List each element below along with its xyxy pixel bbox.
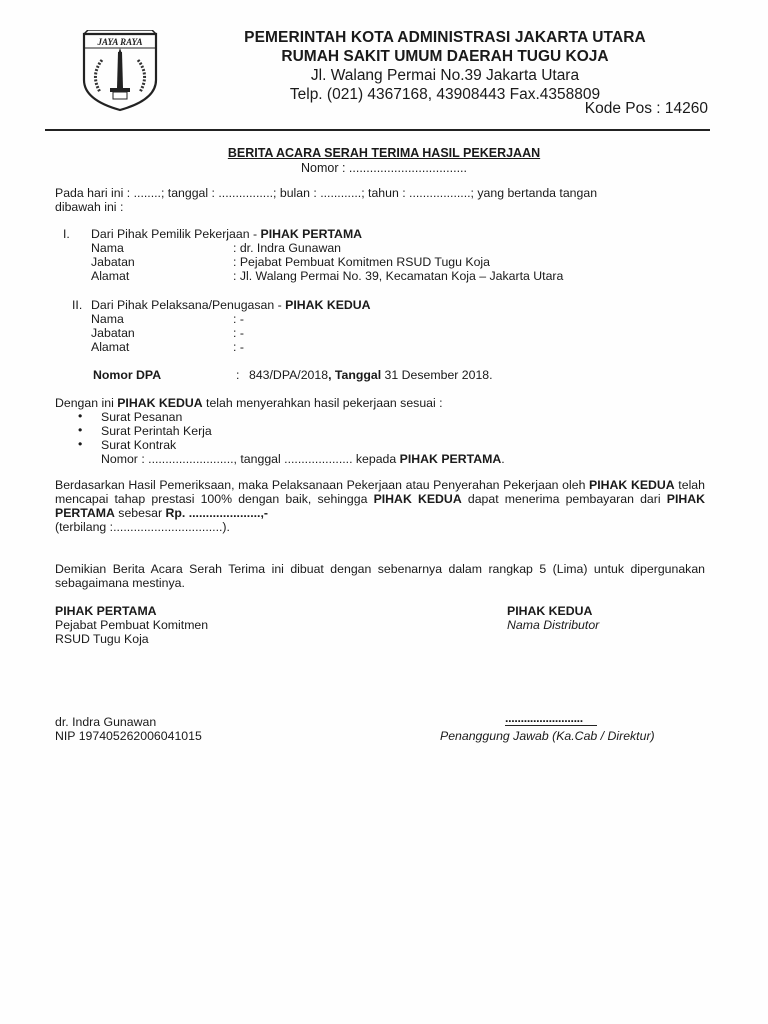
pihak-kedua-heading [91, 298, 371, 312]
inspection-text: Berdasarkan Hasil Pemeriksaan, maka Pelaksanaan Pekerjaan atau Penyerahan Pekerjaan oleh [55, 478, 590, 492]
signature-underline [505, 725, 597, 726]
nomor-dpa-label: Nomor DPA [93, 368, 162, 382]
letterhead [175, 28, 715, 104]
field-label-jabatan: Jabatan [91, 326, 135, 340]
heading-prefix: Dari Pihak Pelaksana/Penugasan - [91, 298, 286, 312]
field-label-alamat: Alamat [91, 340, 130, 354]
field-value-jabatan: : - [233, 326, 244, 340]
field-value-nama: : - [233, 312, 244, 326]
field-value-jabatan: : Pejabat Pembuat Komitmen RSUD Tugu Koja [233, 255, 490, 269]
inspection-text: telah mencapai tahap prestasi 100% dengan baik, sehingga [55, 478, 705, 506]
heading-bold: PIHAK KEDUA [285, 298, 371, 312]
svg-text:JAYA RAYA: JAYA RAYA [97, 37, 143, 47]
field-label-nama: Nama [91, 312, 124, 326]
nomor-dpa-value [249, 368, 493, 382]
letterhead-divider [45, 129, 710, 131]
handover-item: Surat Pesanan [101, 410, 183, 424]
contract-number-line [101, 452, 505, 466]
signature-right-name-placeholder: ......................... [505, 711, 583, 725]
contract-bold: PIHAK PERTAMA [399, 452, 502, 466]
inspection-bold: PIHAK KEDUA [589, 478, 675, 492]
field-value-nama: : dr. Indra Gunawan [233, 241, 342, 255]
heading-bold: PIHAK PERTAMA [260, 227, 363, 241]
dpa-number: 843/DPA/2018 [249, 368, 329, 382]
intro-suffix: telah menyerahkan hasil pekerjaan sesuai : [202, 396, 443, 410]
payment-amount: Rp. .....................,- [165, 506, 268, 520]
field-label-nama: Nama [91, 241, 124, 255]
bullet-icon: • [78, 409, 83, 423]
handover-item: Surat Kontrak [101, 438, 177, 452]
signature-right-position: Penanggung Jawab (Ka.Cab / Direktur) [440, 729, 655, 743]
opening-line-2: dibawah ini : [55, 200, 124, 214]
signature-left-name: dr. Indra Gunawan [55, 715, 157, 729]
inspection-bold: PIHAK KEDUA [373, 492, 462, 506]
signature-left-institution: RSUD Tugu Koja [55, 632, 149, 646]
section-numeral-1: I. [63, 227, 70, 241]
nomor-dpa-colon: : [236, 368, 240, 382]
handover-item: Surat Perintah Kerja [101, 424, 212, 438]
signature-left-nip: NIP 197405262006041015 [55, 729, 202, 743]
field-label-jabatan: Jabatan [91, 255, 135, 269]
contract-prefix: Nomor : ........................., tanggal .................... kepada [101, 452, 400, 466]
field-value-alamat: : Jl. Walang Permai No. 39, Kecamatan Koja – Jakarta Utara [233, 269, 564, 283]
section-numeral-2: II. [72, 298, 83, 312]
inspection-bold: PIHAK PERTAMA [55, 492, 706, 520]
contract-suffix: . [501, 452, 505, 466]
intro-prefix: Dengan ini [55, 396, 118, 410]
field-label-alamat: Alamat [91, 269, 130, 283]
dpa-date: 31 Desember 2018. [381, 368, 493, 382]
letterhead-government: PEMERINTAH KOTA ADMINISTRASI JAKARTA UTARA [244, 29, 646, 46]
letterhead-phone: Telp. (021) 4367168, 43908443 Fax.4358809 [289, 86, 601, 103]
inspection-text: dapat menerima pembayaran dari [461, 492, 667, 506]
inspection-text: sebesar [114, 506, 166, 520]
field-value-alamat: : - [233, 340, 244, 354]
inspection-paragraph [55, 478, 705, 520]
signature-right-distributor: Nama Distributor [507, 618, 600, 632]
letterhead-address: Jl. Walang Permai No.39 Jakarta Utara [310, 67, 580, 84]
jakarta-coat-of-arms-icon [80, 30, 160, 112]
document-number: Nomor : .................................. [300, 161, 467, 175]
closing-paragraph: Demikian Berita Acara Serah Terima ini dibuat dengan sebenarnya dalam rangkap 5 (Lima) untuk dipergunakan sebagaimana mestinya. [55, 562, 705, 590]
dpa-date-label: , Tanggal [328, 368, 382, 382]
signature-left-role: Pejabat Pembuat Komitmen [55, 618, 209, 632]
document-title: BERITA ACARA SERAH TERIMA HASIL PEKERJAAN [227, 146, 541, 160]
bullet-icon: • [78, 437, 83, 451]
letterhead-postal-code: Kode Pos : 14260 [584, 100, 708, 117]
signature-right-title: PIHAK KEDUA [507, 604, 593, 618]
pihak-pertama-heading [91, 227, 362, 241]
intro-bold: PIHAK KEDUA [117, 396, 203, 410]
bullet-icon: • [78, 423, 83, 437]
terbilang-line: (terbilang :................................). [55, 520, 230, 534]
opening-line-1: Pada hari ini : ........; tanggal : ................; bulan : ............; tahun : ..................; yang bertanda tangan [55, 186, 598, 200]
handover-intro [55, 396, 443, 410]
letterhead-hospital: RUMAH SAKIT UMUM DAERAH TUGU KOJA [281, 48, 609, 65]
heading-prefix: Dari Pihak Pemilik Pekerjaan - [91, 227, 261, 241]
signature-left-title: PIHAK PERTAMA [55, 604, 157, 618]
